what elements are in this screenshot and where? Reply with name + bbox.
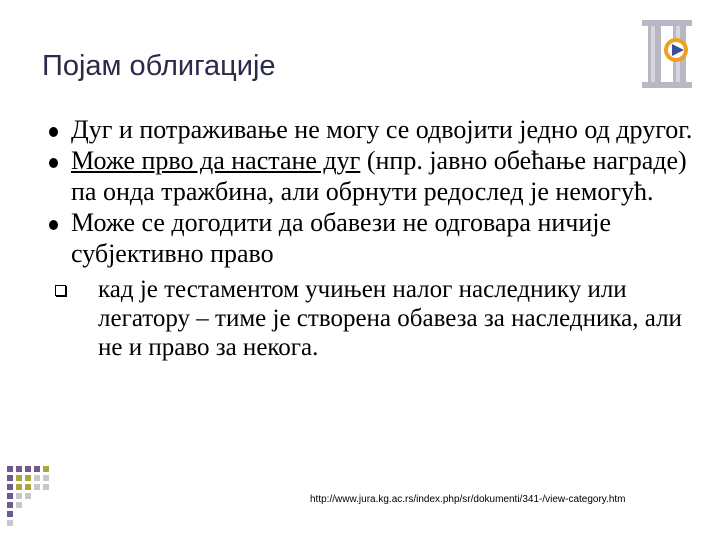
bullet-text-rest: (нпр. јавно обећање награде) па онда тражбина, али обрнути редослед је немогућ. — [71, 146, 687, 206]
decorative-dot — [34, 475, 40, 481]
decorative-dot — [25, 493, 31, 499]
decorative-dot — [16, 502, 22, 508]
bullet-icon — [49, 220, 58, 230]
bullet-item-2 — [55, 145, 695, 207]
decorative-dot — [34, 484, 40, 490]
bullet-text: Може се догодити да обавези не одговара ничије субјективно право — [71, 208, 612, 268]
source-link[interactable]: http://www.jura.kg.ac.rs/index.php/sr/dokumenti/341-/view-category.htm — [310, 494, 626, 505]
slide-title: Појам облигације — [42, 50, 276, 82]
bullet-icon — [49, 127, 58, 137]
bullet-icon — [49, 158, 58, 168]
bullet-item-1 — [55, 114, 695, 145]
sub-bullet-text: кад је тестаментом учињен налог наследнику или легатору – тиме је створена обавеза за наследника, али не и право за некога. — [98, 276, 682, 361]
decorative-dot — [7, 475, 13, 481]
square-bullet-icon — [55, 285, 66, 296]
sub-bullet-item — [55, 275, 695, 362]
decorative-dot — [25, 484, 31, 490]
decorative-dot — [43, 466, 49, 472]
decorative-dot — [7, 511, 13, 517]
bullet-text: Дуг и потраживање не могу се одвојити једно од другог. — [71, 115, 693, 144]
bullet-list — [55, 114, 695, 362]
decorative-dot — [34, 466, 40, 472]
decorative-dot — [16, 493, 22, 499]
decorative-dot — [7, 466, 13, 472]
decorative-dot — [7, 502, 13, 508]
decorative-dot — [7, 484, 13, 490]
decorative-dot — [16, 484, 22, 490]
decorative-dot — [16, 475, 22, 481]
decorative-dot — [25, 475, 31, 481]
decorative-dot — [43, 475, 49, 481]
decorative-dot — [25, 466, 31, 472]
decorative-dot — [16, 466, 22, 472]
faculty-logo — [636, 18, 698, 90]
bullet-text-underlined: Може прво да настане дуг — [71, 146, 361, 175]
decorative-dot — [43, 484, 49, 490]
decorative-dot — [7, 493, 13, 499]
bullet-item-3 — [55, 207, 695, 269]
decorative-dot — [7, 520, 13, 526]
